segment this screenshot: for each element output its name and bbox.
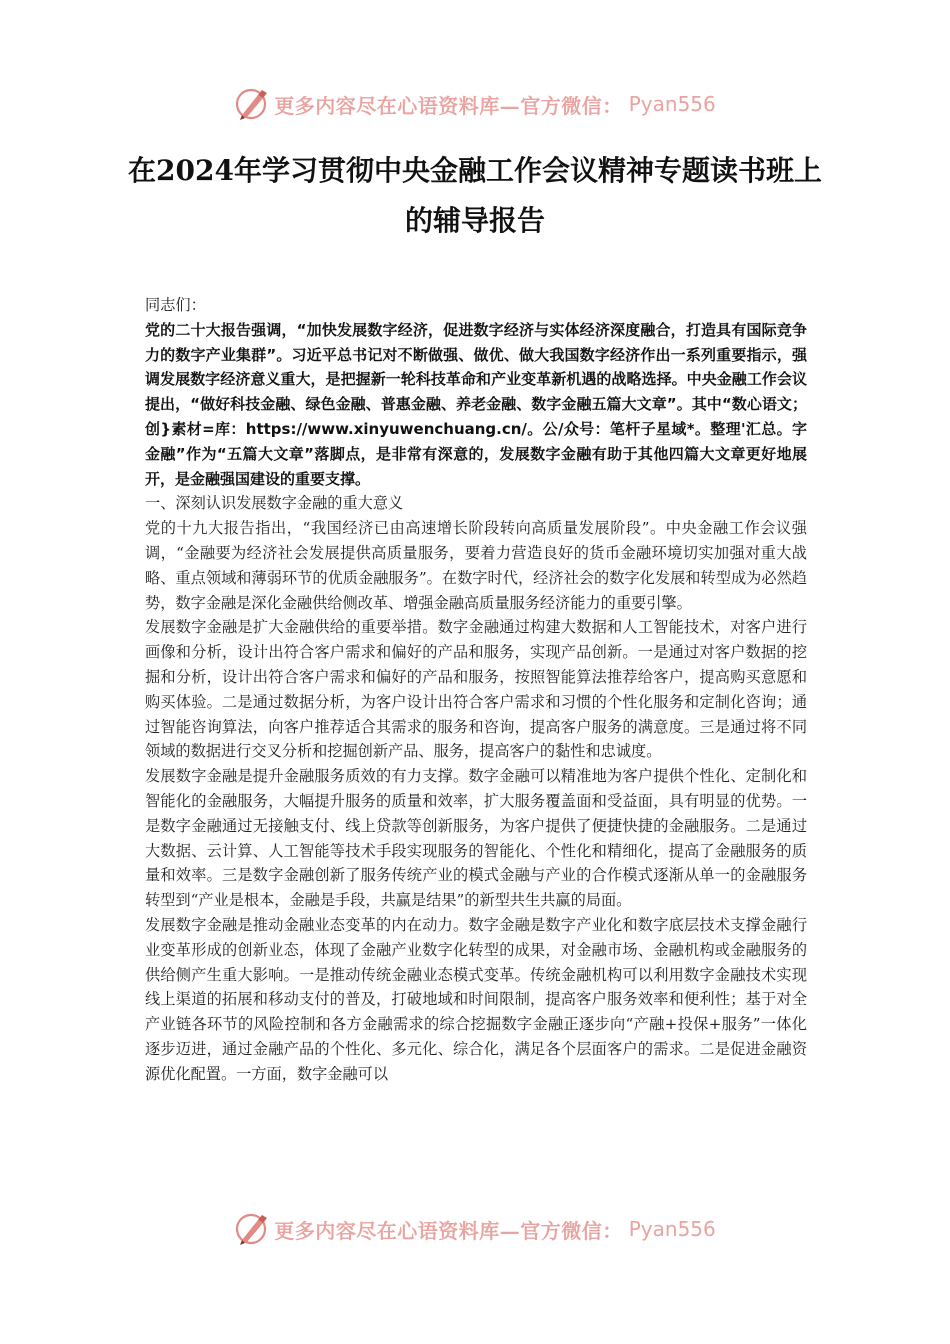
intro-paragraph: 党的二十大报告强调，“加快发展数字经济，促进数字经济与实体经济深度融合，打造具有国际竞争力的数字产业集群”。习近平总书记对不断做强、做优、做大我国数字经济作出一系列重要指示，强调发展数字经济意义重大，是把握新一轮科技革命和产业变革新机遇的战略选择。中央金融工作会议提出，“做好科技金融、绿色金融、普惠金融、养老金融、数字金融五篇大文章”。其中“数心语文；创}素材=库：https://www.xinyuwenchuang.cn/。公/众号：笔杆子星域*。整理'汇总。字金融”作为“五篇大文章”落脚点，是非常有深意的，发展数字金融有助于其他四篇大文章更好地展开，是金融强国建设的重要支撑。 bbox=[145, 320, 807, 488]
pen-logo-icon bbox=[234, 87, 272, 121]
document-title: 在2024年学习贯彻中央金融工作会议精神专题读书班上的辅导报告 bbox=[128, 154, 822, 237]
watermark-banner-bottom bbox=[0, 1209, 950, 1249]
pen-logo-icon bbox=[234, 1212, 272, 1246]
document-body bbox=[145, 293, 807, 1087]
watermark-text: 更多内容尽在心语资料库—官方微信： bbox=[274, 93, 623, 118]
watermark-banner-top bbox=[0, 84, 950, 124]
body-paragraph: 发展数字金融是推动金融业态变革的内在动力。数字金融是数字产业化和数字底层技术支撑金融行业变革形成的创新业态，体现了金融产业数字化转型的成果，对金融市场、金融机构或金融服务的供给侧产生重大影响。一是推动传统金融业态模式变革。传统金融机构可以利用数字金融技术实现线上渠道的拓展和移动支付的普及，打破地域和时间限制，提高客户服务效率和便利性；基于对全产业链各环节的风险控制和各方金融需求的综合挖掘数字金融正逐步向“产融+投保+服务”一体化逐步迈进，通过金融产品的个性化、多元化、综合化，满足各个层面客户的需求。二是促进金融资源优化配置。一方面，数字金融可以 bbox=[145, 915, 807, 1083]
greeting: 同志们： bbox=[145, 296, 206, 314]
watermark-text: 更多内容尽在心语资料库—官方微信： bbox=[274, 1218, 623, 1243]
watermark-wechat-id: Pyan556 bbox=[628, 92, 716, 116]
body-paragraph: 发展数字金融是扩大金融供给的重要举措。数字金融通过构建大数据和人工智能技术，对客户进行画像和分析，设计出符合客户需求和偏好的产品和服务，实现产品创新。一是通过对客户数据的挖掘和分析，设计出符合客户需求和偏好的产品和服务，按照智能算法推荐给客户，提高购买意愿和购买体验。二是通过数据分析，为客户设计出符合客户需求和习惯的个性化服务和定制化咨询；通过智能咨询算法，向客户推荐适合其需求的服务和咨询，提高客户服务的满意度。三是通过将不同领域的数据进行交叉分析和挖掘创新产品、服务，提高客户的黏性和忠诚度。 bbox=[145, 618, 807, 761]
section-heading: 一、深刻认识发展数字金融的重大意义 bbox=[145, 494, 404, 513]
body-paragraph: 发展数字金融是提升金融服务质效的有力支撑。数字金融可以精准地为客户提供个性化、定制化和智能化的金融服务，大幅提升服务的质量和效率，扩大服务覆盖面和受益面，具有明显的优势。一是数字金融通过无接触支付、线上贷款等创新服务，为客户提供了便捷快捷的金融服务。二是通过大数据、云计算、人工智能等技术手段实现服务的智能化、个性化和精细化，提高了金融服务的质量和效率。三是数字金融创新了服务传统产业的模式金融与产业的合作模式逐渐从单一的金融服务转型到“产业是根本，金融是手段，共赢是结果”的新型共生共赢的局面。 bbox=[145, 767, 807, 910]
body-paragraph: 党的十九大报告指出，“我国经济已由高速增长阶段转向高质量发展阶段”。中央金融工作会议强调，“金融要为经济社会发展提供高质量服务，要着力营造良好的货币金融环境切实加强对重大战略、重点领域和薄弱环节的优质金融服务”。在数字时代，经济社会的数字化发展和转型成为必然趋势，数字金融是深化金融供给侧改革、增强金融高质量服务经济能力的重要引擎。 bbox=[145, 519, 807, 612]
watermark-wechat-id: Pyan556 bbox=[628, 1217, 716, 1241]
